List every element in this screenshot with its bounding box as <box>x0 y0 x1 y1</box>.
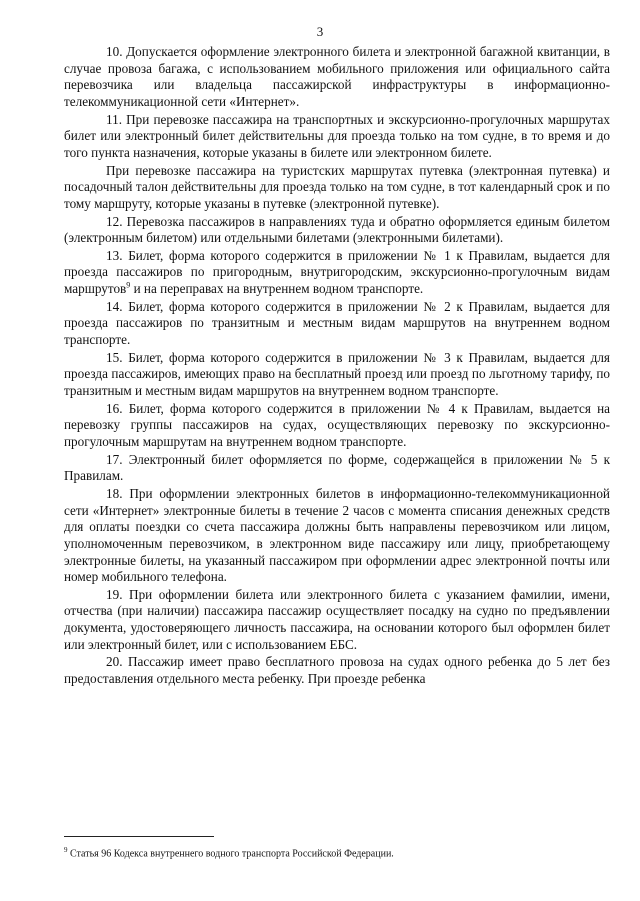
footnote-reference[interactable]: 9 <box>126 280 131 290</box>
paragraph-14: 14. Билет, форма которого содержится в приложении № 2 к Правилам, выдается для проезда пассажиров по транзитным и местным видам маршрутов на внутреннем водном транспорте. <box>64 298 610 348</box>
page-number: 3 <box>316 24 324 39</box>
paragraph-13-text: 13. Билет, форма которого содержится в приложении № 1 к Правилам, выдается для проезда пассажиров по пригородным, внутригородским, экскурсионно-прогулочным видам маршрутов <box>64 247 610 297</box>
paragraph-11: 11. При перевозке пассажира на транспортных и экскурсионно-прогулочных маршрутах билет или электронный билет действительны для проезда только на том судне, в то время и до того пункта назначения, которые указаны в билете или электронном билете. <box>64 111 610 160</box>
paragraph-15: 15. Билет, форма которого содержится в приложении № 3 к Правилам, выдается для проезда пассажиров, имеющих право на бесплатный проезд или проезд по льготному тарифу, по транзитным и местным видам маршрутов на внутреннем водном транспорте. <box>64 349 610 398</box>
paragraph-13-text-end: и на переправах на внутреннем водном транспорте. <box>130 281 424 297</box>
document-body <box>64 44 610 689</box>
footnote-divider <box>64 836 214 837</box>
footnote <box>64 844 610 860</box>
footnote-number: 9 <box>64 846 68 854</box>
paragraph-tourist-routes: При перевозке пассажира на туристских маршрутах путевка (электронная путевка) и посадочный талон действительны для проезда только на том судне, в тот календарный срок и по тому маршруту, которые указаны в путевке (электронной путевке). <box>64 162 610 211</box>
footnote-text: Статья 96 Кодекса внутреннего водного транспорта Российской Федерации. <box>67 848 394 860</box>
paragraph-19: 19. При оформлении билета или электронного билета с указанием фамилии, имени, отчества (при наличии) пассажира пассажир осуществляет посадку на судно по предъявлении документа, удостоверяющего личность пассажира, на основании которого был оформлен билет или электронный билет, или с использованием ЕБС. <box>64 586 610 652</box>
paragraph-10: 10. Допускается оформление электронного билета и электронной багажной квитанции, в случае провоза багажа, с использованием мобильного приложения или официального сайта перевозчика или владельца пассажирской инфраструктуры в информационно-телекоммуникационной сети «Интернет». <box>64 44 610 109</box>
paragraph-18: 18. При оформлении электронных билетов в информационно-телекоммуникационной сети «Интернет» электронные билеты в течение 2 часов с момента списания денежных средств для оплаты поездки со счета пассажира должны быть направлены перевозчиком или лицом, уполномоченным перевозчиком, в электронном виде пассажиру или лицу, приобретающему электронные билеты, на указанный пассажиром при оформлении адрес электронной почты или номер мобильного телефона. <box>64 486 610 585</box>
paragraph-17: 17. Электронный билет оформляется по форме, содержащейся в приложении № 5 к Правилам. <box>64 451 610 484</box>
paragraph-12: 12. Перевозка пассажиров в направлениях туда и обратно оформляется единым билетом (электронным билетом) или отдельными билетами (электронными билетами). <box>64 213 610 246</box>
paragraph-20: 20. Пассажир имеет право бесплатного провоза на судах одного ребенка до 5 лет без предоставления отдельного места ребенку. При проезде ребенка <box>64 654 610 687</box>
paragraph-13 <box>64 248 610 298</box>
paragraph-16: 16. Билет, форма которого содержится в приложении № 4 к Правилам, выдается на перевозку группы пассажиров на судах, осуществляющих перевозку по экскурсионно-прогулочным маршрутам на внутреннем водном транспорте. <box>64 400 610 449</box>
